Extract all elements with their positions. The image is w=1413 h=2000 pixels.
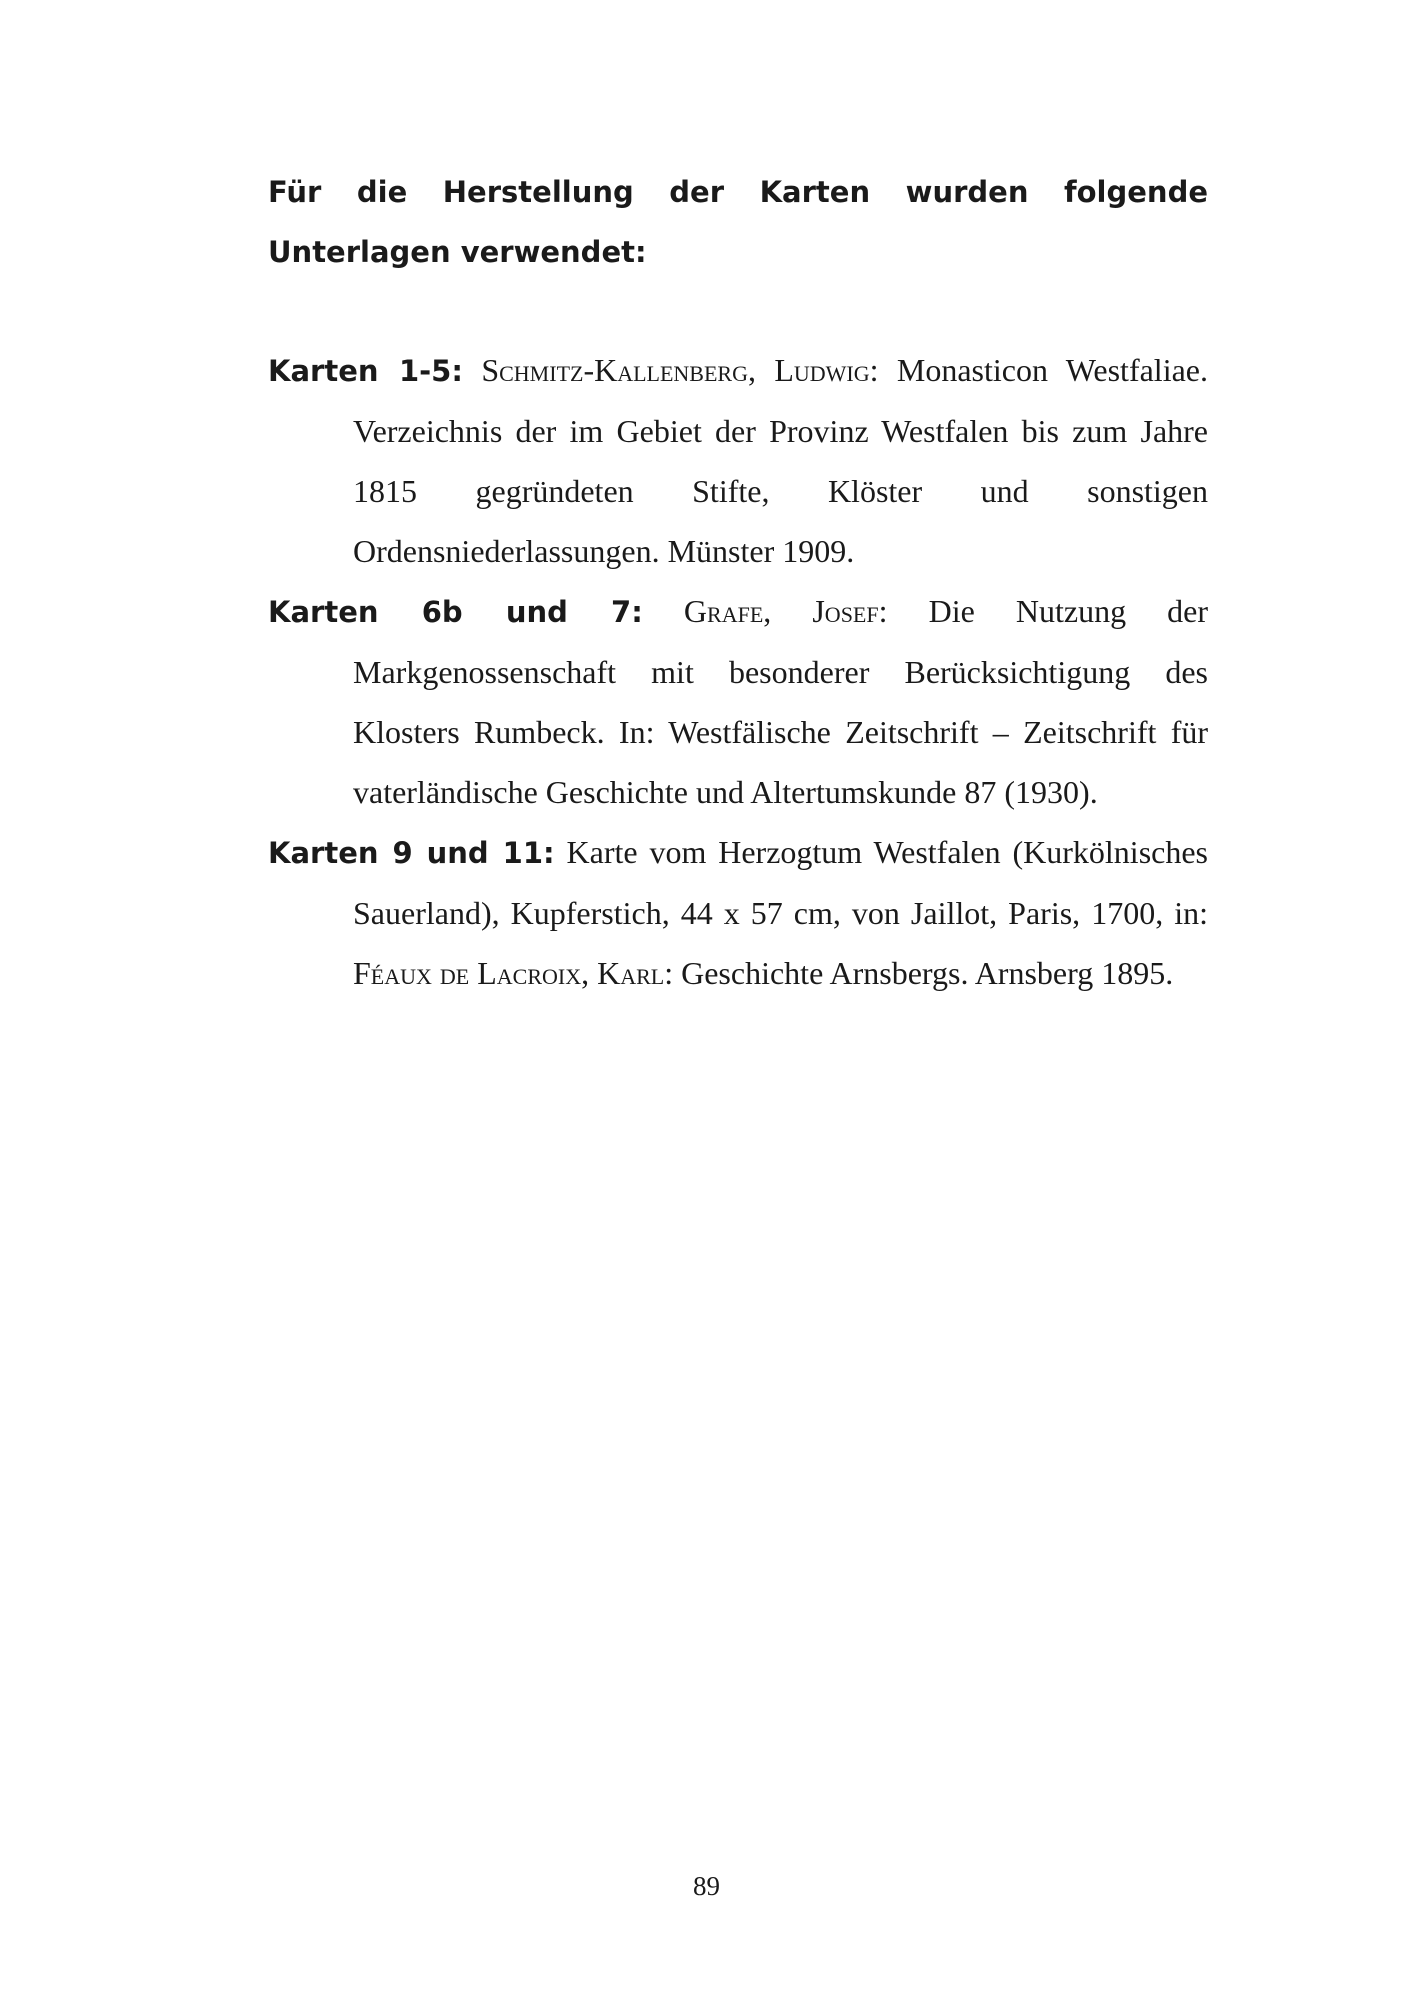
page-number: 89 [693,1871,720,1901]
entry-label: Karten 9 und 11: [268,836,555,870]
entry-text-before: Karte vom Herzogtum Westfalen (Kurkölnisches Sauerland), Kupferstich, 44 x 57 cm, von Jaillot, Paris, 1700, in: [353,834,1209,931]
entry-text: : Geschichte Arnsbergs. Arnsberg 1895. [664,955,1174,991]
entry-author: Grafe, Josef [683,593,879,629]
source-list [268,340,1208,1003]
entry-label: Karten 6b und 7: [268,595,643,629]
page-heading: Für die Herstellung der Karten wurden folgende Unterlagen verwendet: [268,175,1208,269]
source-entry-karten-9-11 [268,822,1208,1003]
entry-label: Karten 1-5: [268,354,463,388]
entry-author: Schmitz-Kallenberg, Ludwig [481,352,870,388]
entry-text: : Die Nutzung der Markgenossenschaft mit besonderer Berücksichtigung des Klosters Rumbeck. In: Westfälische Zeitschrift – Zeitschrift für vaterländische Geschichte und Altertumskunde 87 (1930). [353,593,1209,810]
entry-author: Féaux de Lacroix, Karl [353,955,665,991]
entry-text: : Monasticon Westfaliae. Verzeichnis der im Gebiet der Provinz Westfalen bis zum Jahre 1815 gegründeten Stifte, Klöster und sonstigen Ordensniederlassungen. Münster 1909. [353,352,1208,569]
source-entry-karten-1-5 [268,340,1208,581]
source-entry-karten-6b-7 [268,581,1208,822]
